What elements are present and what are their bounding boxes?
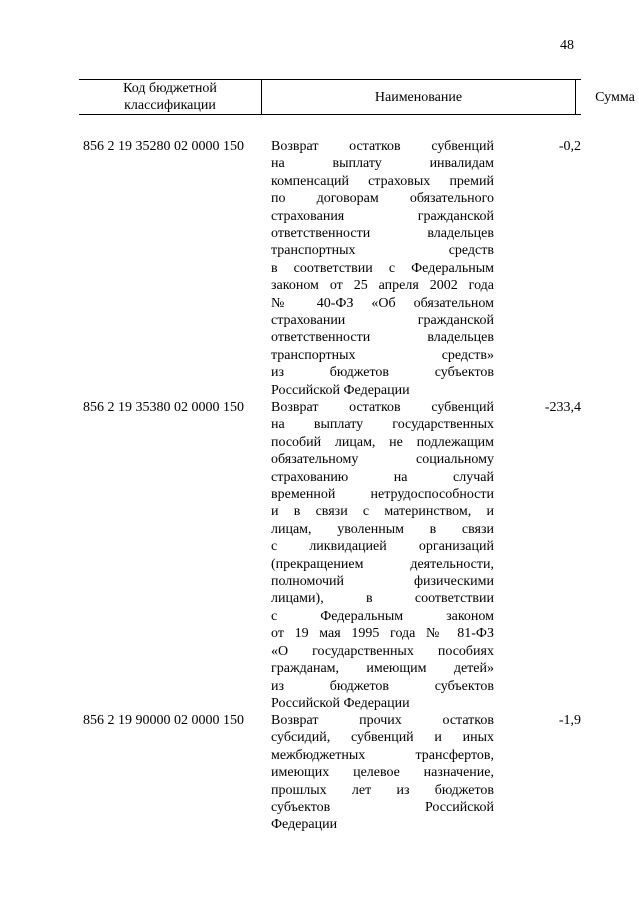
name-line: субъектов Российской (271, 800, 494, 816)
name-line: законом от 25 апреля 2002 года (271, 278, 494, 294)
row-amount: -233,4 (544, 400, 581, 415)
name-line: № 40-ФЗ «Об обязательном (271, 295, 494, 311)
name-line: полномочий физическими (271, 574, 494, 590)
name-line: по договорам обязательного (271, 191, 494, 207)
row-name (271, 712, 494, 834)
name-line: транспортных средств» (271, 347, 494, 363)
name-line: (прекращением деятельности, (271, 556, 494, 572)
name-line: из бюджетов субъектов (271, 678, 494, 694)
name-line: Возврат прочих остатков (271, 713, 494, 728)
header-name: Наименование (261, 80, 576, 114)
name-line: Возврат остатков субвенций (271, 139, 494, 154)
row-code: 856 2 19 35380 02 0000 150 (83, 400, 244, 415)
name-line: прошлых лет из бюджетов (271, 782, 494, 798)
name-line: обязательному социальному (271, 452, 494, 468)
name-line: ответственности владельцев (271, 330, 494, 346)
row-code: 856 2 19 90000 02 0000 150 (83, 713, 244, 728)
name-line: страхованию на случай (271, 469, 494, 485)
name-line: компенсаций страховых премий (271, 173, 494, 189)
name-line: Возврат остатков субвенций (271, 400, 494, 415)
header-code: Код бюджетной классификации (123, 81, 217, 113)
table-header (79, 79, 635, 115)
row-name (271, 138, 494, 399)
row-code: 856 2 19 35280 02 0000 150 (83, 139, 244, 154)
name-line: имеющих целевое назначение, (271, 765, 494, 781)
name-line: в соответствии с Федеральным (271, 260, 494, 276)
name-line: с ликвидацией организаций (271, 539, 494, 555)
name-line: страховании гражданской (271, 313, 494, 329)
name-line: на выплату государственных (271, 417, 494, 433)
name-line: транспортных средств (271, 243, 494, 259)
name-line: ответственности владельцев (271, 226, 494, 242)
name-line: страхования гражданской (271, 208, 494, 224)
name-line: Российской Федерации (271, 695, 410, 711)
name-line: Российской Федерации (271, 382, 410, 398)
name-line: пособий лицам, не подлежащим (271, 434, 494, 450)
name-line: гражданам, имеющим детей» (271, 661, 494, 677)
name-line: межбюджетных трансфертов, (271, 747, 494, 763)
name-line: и в связи с материнством, и (271, 504, 494, 520)
name-line: из бюджетов субъектов (271, 365, 494, 381)
name-line: «О государственных пособиях (271, 643, 494, 659)
row-name (271, 399, 494, 712)
header-sum: Сумма (595, 89, 635, 105)
name-line: Федерации (271, 817, 338, 833)
page-number: 48 (560, 38, 574, 53)
name-line: с Федеральным законом (271, 608, 494, 624)
name-line: на выплату инвалидам (271, 156, 494, 172)
name-line: лицами), в соответствии (271, 591, 494, 607)
name-line: временной нетрудоспособности (271, 487, 494, 503)
row-amount: -1,9 (558, 713, 581, 728)
name-line: субсидий, субвенций и иных (271, 730, 494, 746)
name-line: от 19 мая 1995 года № 81-ФЗ (271, 626, 494, 642)
row-amount: -0,2 (558, 139, 581, 154)
name-line: лицам, уволенным в связи (271, 521, 494, 537)
